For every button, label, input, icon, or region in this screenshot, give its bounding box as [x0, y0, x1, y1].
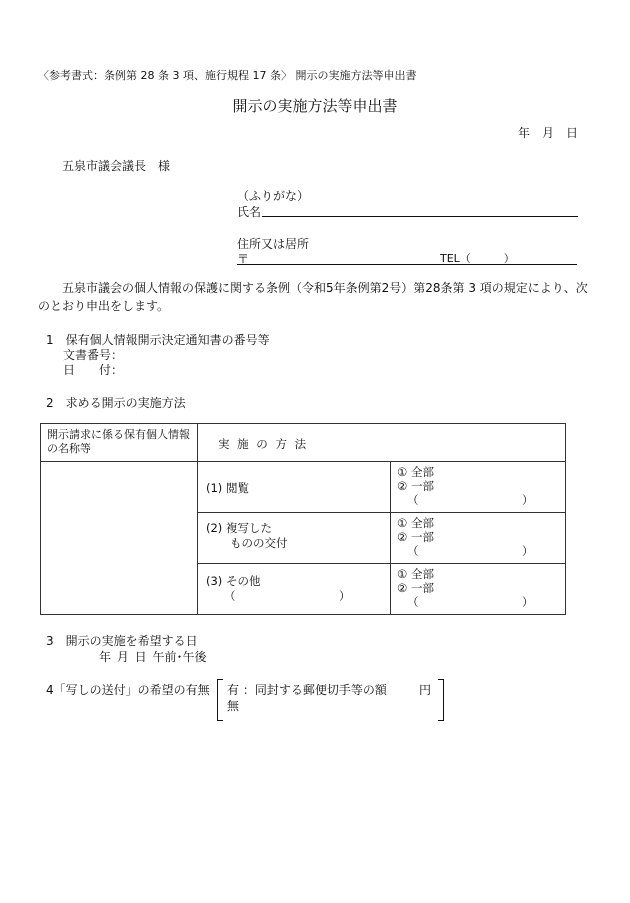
method-other-detail[interactable]: （ ） [224, 589, 351, 603]
method-copy-sub: ものの交付 [230, 536, 288, 550]
section3-heading: 3 開示の実施を希望する日 [46, 634, 198, 648]
tel-label: TEL（ ） [440, 252, 515, 265]
body-text: 五泉市議会の個人情報の保護に関する条例（令和5年条例第2号）第28条第 3 項の規定により、次のとおり申出をします。 [38, 281, 588, 313]
name-label: 氏名 [237, 205, 262, 219]
yen-label: 円 [419, 683, 432, 697]
option-cell-copy[interactable] [391, 513, 566, 564]
method-view-label: (1) 閲覧 [206, 481, 249, 495]
method-other-label: (3) その他 [206, 574, 261, 588]
option-all[interactable]: ① 全部 [397, 567, 434, 581]
option-cell-view[interactable] [391, 462, 566, 513]
option-cell-other[interactable] [391, 564, 566, 615]
table-header-info-name: 開示請求に係る保有個人情報の名称等 [41, 424, 198, 462]
send-copy-yes[interactable]: 有 ：同封する郵便切手等の額 [227, 683, 387, 697]
option-all[interactable]: ① 全部 [397, 516, 434, 530]
option-detail[interactable]: （ ） [407, 595, 534, 609]
option-detail[interactable]: （ ） [407, 493, 534, 507]
section3-value[interactable]: 年 月 日 午前･午後 [99, 650, 207, 664]
method-cell-other [198, 564, 391, 615]
option-part[interactable]: ② 一部 [397, 479, 434, 493]
method-table [40, 423, 566, 615]
section1-heading: 1 保有個人情報開示決定通知書の番号等 [46, 333, 270, 347]
name-field-line[interactable] [262, 216, 578, 217]
addressee: 五泉市議会議長 様 [62, 159, 171, 173]
section4-heading: 4「写しの送付」の希望の有無 [46, 683, 210, 697]
doc-number-label: 文書番号： [63, 348, 124, 362]
date-line: 年 月 日 [518, 126, 579, 140]
section2-heading: 2 求める開示の実施方法 [46, 396, 186, 410]
option-all[interactable]: ① 全部 [397, 465, 434, 479]
page-title: 開示の実施方法等申出書 [232, 97, 398, 115]
method-cell-copy [198, 513, 391, 564]
section1-date-label: 日 付： [63, 363, 124, 377]
method-cell-view [198, 462, 391, 513]
send-copy-no[interactable]: 無 [227, 699, 240, 713]
furigana-label: （ふりがな） [237, 189, 310, 203]
postal-mark: 〒 [237, 252, 250, 266]
option-detail[interactable]: （ ） [407, 544, 534, 558]
table-header-method: 実 施 の 方 法 [198, 424, 566, 462]
address-field-line[interactable] [237, 264, 577, 265]
header-note: 〈参考書式：条例第 28 条 3 項、施行規程 17 条〉 開示の実施方法等申出書 [38, 69, 417, 82]
method-copy-label: (2) 複写した [206, 521, 272, 535]
address-label: 住所又は居所 [237, 237, 310, 251]
info-name-cell[interactable] [41, 462, 198, 615]
option-part[interactable]: ② 一部 [397, 530, 434, 544]
option-part[interactable]: ② 一部 [397, 581, 434, 595]
